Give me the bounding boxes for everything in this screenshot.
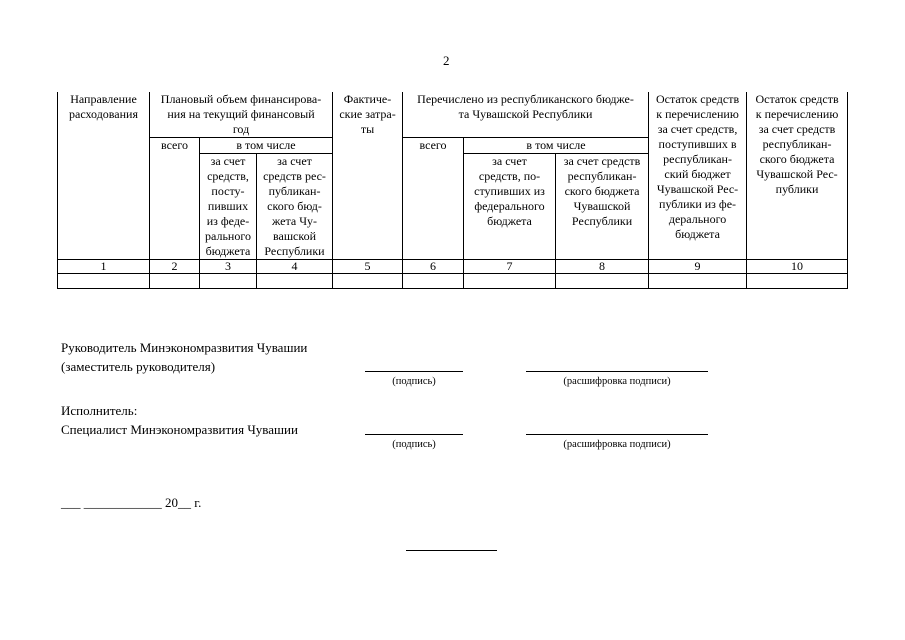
header-sent-including: в том числе (464, 138, 649, 154)
executor-signature-caption: (подпись) (392, 439, 436, 450)
header-transferred: Перечислено из республиканского бюдже- та Чувашской Республики (403, 92, 649, 138)
table-cell[interactable] (403, 274, 464, 289)
column-number: 8 (556, 260, 649, 274)
header-sent-total: всего (403, 138, 464, 260)
report-table (57, 92, 848, 289)
column-number: 9 (649, 260, 747, 274)
header-balance-republic: Остаток средств к перечислению за счет средств республикан- ского бюджета Чувашской Рес- публики (747, 92, 848, 260)
table-row (58, 274, 848, 289)
header-plan-volume: Плановый объем финансирова- ния на текущий финансовый год (150, 92, 333, 138)
column-number: 3 (200, 260, 257, 274)
head-signature-caption: (подпись) (392, 376, 436, 387)
header-plan-republic: за счет средств рес- публикан- ского бюд- жета Чу- вашской Республики (257, 154, 333, 260)
column-number: 1 (58, 260, 150, 274)
header-sent-republic: за счет средств республикан- ского бюджета Чувашской Республики (556, 154, 649, 260)
header-sent-federal: за счет средств, по- ступивших из федерального бюджета (464, 154, 556, 260)
table-cell[interactable] (556, 274, 649, 289)
table-cell[interactable] (200, 274, 257, 289)
head-decoding-caption: (расшифровка подписи) (563, 376, 671, 387)
executor-title: Специалист Минэкономразвития Чувашии (61, 422, 298, 437)
date-field[interactable]: ___ ____________ 20__ г. (61, 495, 202, 510)
head-deputy-note: (заместитель руководителя) (61, 359, 216, 374)
column-number: 10 (747, 260, 848, 274)
executor-label: Исполнитель: (61, 403, 138, 418)
executor-decoding-line[interactable] (526, 434, 708, 435)
column-number: 4 (257, 260, 333, 274)
header-plan-federal: за счет средств, посту- пивших из феде- рального бюджета (200, 154, 257, 260)
table-cell[interactable] (150, 274, 200, 289)
table-cell[interactable] (333, 274, 403, 289)
footer-separator (406, 550, 497, 551)
head-signature-line[interactable] (365, 371, 463, 372)
executor-signature-block (61, 401, 298, 439)
head-signature-block (61, 338, 307, 376)
header-plan-total: всего (150, 138, 200, 260)
column-number: 5 (333, 260, 403, 274)
executor-signature-line[interactable] (365, 434, 463, 435)
table-cell[interactable] (257, 274, 333, 289)
header-balance-federal: Остаток средств к перечислению за счет средств, поступивших в республикан- ский бюджет Чувашской Рес- публики из фе- дерального бюджета (649, 92, 747, 260)
column-number: 6 (403, 260, 464, 274)
head-title: Руководитель Минэкономразвития Чувашии (61, 340, 308, 355)
header-direction: Направление расходования (58, 92, 150, 260)
column-number: 7 (464, 260, 556, 274)
header-actual-costs: Фактиче- ские затра- ты (333, 92, 403, 260)
table-cell[interactable] (464, 274, 556, 289)
table-cell[interactable] (58, 274, 150, 289)
column-number: 2 (150, 260, 200, 274)
table-cell[interactable] (747, 274, 848, 289)
header-plan-including: в том числе (200, 138, 333, 154)
executor-decoding-caption: (расшифровка подписи) (563, 439, 671, 450)
head-decoding-line[interactable] (526, 371, 708, 372)
table-cell[interactable] (649, 274, 747, 289)
page-number: 2 (443, 53, 450, 68)
